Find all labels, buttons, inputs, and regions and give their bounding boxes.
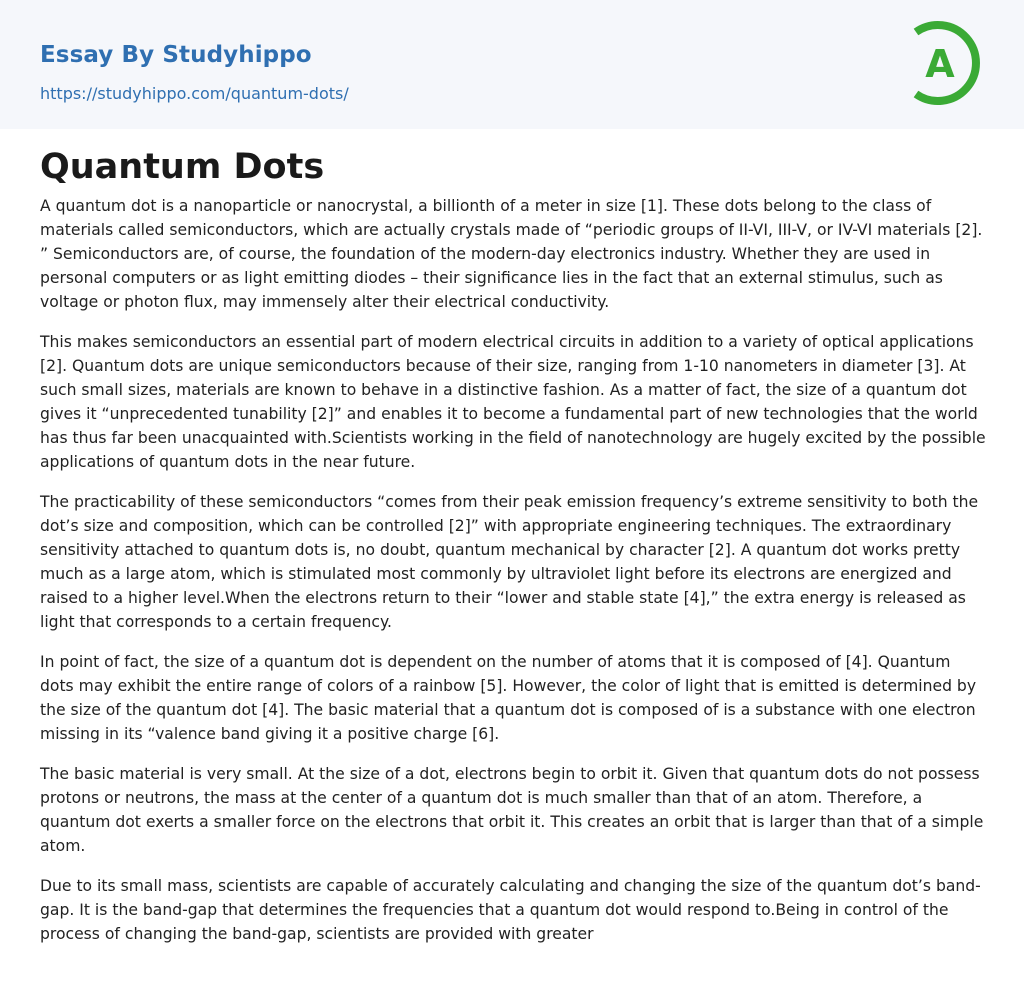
logo-letter: A	[925, 42, 955, 86]
article-paragraph-2: This makes semiconductors an essential part of modern electrical circuits in addition to a variety of optical applications [2]. Quantum dots are unique semiconductors because of their size, ranging from 1-10 nanometers in diameter [3]. At such small sizes, materials are known to behave in a distinctive fashion. As a matter of fact, the size of a quantum dot gives it “unprecedented tunability [2]” and enables it to become a fundamental part of new technologies that the world has thus far been unacquainted with.Scientists working in the field of nanotechnology are hugely excited by the possible applications of quantum dots in the near future.	[40, 333, 986, 471]
brand-title[interactable]: Essay By Studyhippo	[40, 42, 312, 68]
article-body	[40, 194, 988, 962]
article-paragraph-6: Due to its small mass, scientists are capable of accurately calculating and changing the size of the quantum dot’s band-gap. It is the band-gap that determines the frequencies that a quantum dot would respond to.Being in control of the process of changing the band-gap, scientists are provided with greater	[40, 877, 981, 943]
site-header	[0, 0, 1024, 129]
studyhippo-logo-icon[interactable]	[898, 20, 986, 106]
article-paragraph-4: In point of fact, the size of a quantum dot is dependent on the number of atoms that it is composed of [4]. Quantum dots may exhibit the entire range of colors of a rainbow [5]. However, the color of light that is emitted is determined by the size of the quantum dot [4]. The basic material that a quantum dot is composed of is a substance with one electron missing in its “valence band giving it a positive charge [6].	[40, 653, 977, 743]
essay-url-link[interactable]: https://studyhippo.com/quantum-dots/	[40, 84, 349, 103]
article-paragraph-3: The practicability of these semiconductors “comes from their peak emission frequency’s extreme sensitivity to both the dot’s size and composition, which can be controlled [2]” with appropriate engineering techniques. The extraordinary sensitivity attached to quantum dots is, no doubt, quantum mechanical by character [2]. A quantum dot works pretty much as a large atom, which is stimulated most commonly by ultraviolet light before its electrons are energized and raised to a higher level.When the electrons return to their “lower and stable state [4],” the extra energy is released as light that corresponds to a certain frequency.	[40, 493, 979, 631]
article-paragraph-1: A quantum dot is a nanoparticle or nanocrystal, a billionth of a meter in size [1]. These dots belong to the class of materials called semiconductors, which are actually crystals made of “periodic groups of II-VI, III-V, or IV-VI materials [2]. ” Semiconductors are, of course, the foundation of the modern-day electronics industry. Whether they are used in personal computers or as light emitting diodes – their significance lies in the fact that an external stimulus, such as voltage or photon flux, may immensely alter their electrical conductivity.	[40, 197, 983, 311]
page-title: Quantum Dots	[40, 147, 325, 187]
article-paragraph-5: The basic material is very small. At the size of a dot, electrons begin to orbit it. Given that quantum dots do not possess protons or neutrons, the mass at the center of a quantum dot is much smaller than that of an atom. Therefore, a quantum dot exerts a smaller force on the electrons that orbit it. This creates an orbit that is larger than that of a simple atom.	[40, 765, 984, 855]
